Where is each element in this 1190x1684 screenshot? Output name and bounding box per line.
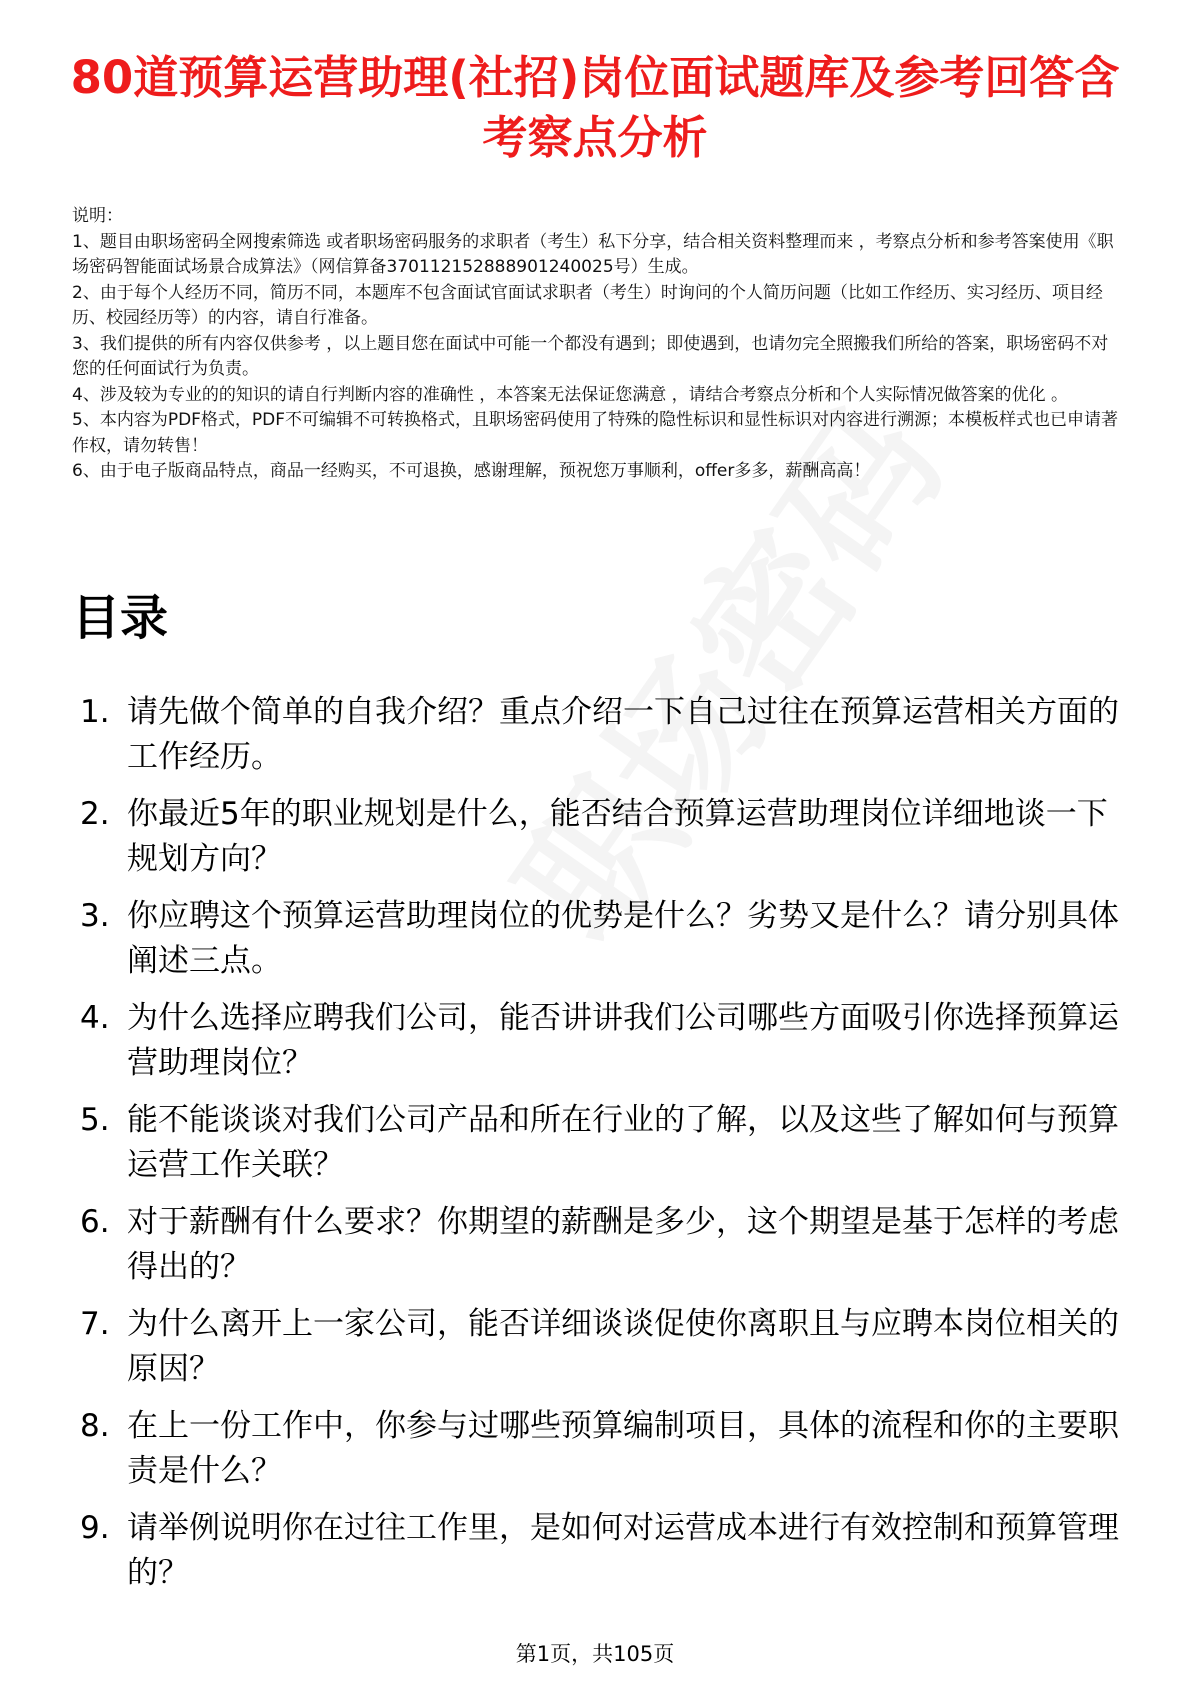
note-item: 2、由于每个人经历不同，简历不同，本题库不包含面试官面试求职者（考生）时询问的个人简历问题（比如工作经历、实习经历、项目经历、校园经历等）的内容，请自行准备。 bbox=[72, 282, 1103, 328]
toc-item-number: 5. bbox=[80, 1102, 110, 1138]
toc-item-number: 3. bbox=[80, 898, 110, 934]
note-item: 5、本内容为PDF格式，PDF不可编辑不可转换格式，且职场密码使用了特殊的隐性标识和显性标识对内容进行溯源；本模板样式也已申请著作权，请勿转售！ bbox=[72, 410, 1119, 456]
toc-item-text: 对于薪酬有什么要求？你期望的薪酬是多少，这个期望是基于怎样的考虑得出的？ bbox=[127, 1204, 1119, 1285]
toc-item-number: 4. bbox=[80, 1000, 110, 1036]
note-item: 3、我们提供的所有内容仅供参考 ，以上题目您在面试中可能一个都没有遇到；即使遇到，也请勿完全照搬我们所给的答案，职场密码不对您的任何面试行为负责。 bbox=[72, 333, 1109, 379]
toc-item[interactable] bbox=[72, 1404, 1132, 1494]
notes-section bbox=[72, 204, 1122, 485]
toc-item-text: 为什么选择应聘我们公司，能否讲讲我们公司哪些方面吸引你选择预算运营助理岗位？ bbox=[127, 1000, 1119, 1081]
toc-item[interactable] bbox=[72, 690, 1132, 780]
toc-item[interactable] bbox=[72, 1302, 1132, 1392]
toc-item-number: 2. bbox=[80, 796, 110, 832]
toc-item[interactable] bbox=[72, 792, 1132, 882]
note-item: 1、题目由职场密码全网搜索筛选 或者职场密码服务的求职者（考生）私下分享，结合相关资料整理而来 ，考察点分析和参考答案使用《职场密码智能面试场景合成算法》（网信算备370112152888901240025号）生成。 bbox=[72, 231, 1114, 277]
document-title: 80道预算运营助理(社招)岗位面试题库及参考回答含考察点分析 bbox=[70, 51, 1120, 164]
toc-item-text: 在上一份工作中，你参与过哪些预算编制项目，具体的流程和你的主要职责是什么？ bbox=[127, 1408, 1119, 1489]
toc-item[interactable] bbox=[72, 1098, 1132, 1188]
toc-item-number: 9. bbox=[80, 1510, 110, 1546]
toc-item[interactable] bbox=[72, 1200, 1132, 1290]
toc-item-number: 6. bbox=[80, 1204, 110, 1240]
toc-item-text: 请先做个简单的自我介绍？重点介绍一下自己过往在预算运营相关方面的工作经历。 bbox=[127, 694, 1119, 775]
notes-label: 说明： bbox=[72, 206, 123, 226]
toc-item[interactable] bbox=[72, 894, 1132, 984]
toc-item[interactable] bbox=[72, 1506, 1132, 1596]
toc-item-number: 1. bbox=[80, 694, 110, 730]
toc-item-text: 你最近5年的职业规划是什么，能否结合预算运营助理岗位详细地谈一下规划方向？ bbox=[127, 796, 1108, 877]
toc-item-text: 能不能谈谈对我们公司产品和所在行业的了解，以及这些了解如何与预算运营工作关联？ bbox=[127, 1102, 1119, 1183]
toc-item[interactable] bbox=[72, 996, 1132, 1086]
page-footer: 第1页，共105页 bbox=[515, 1642, 675, 1666]
toc-item-text: 你应聘这个预算运营助理岗位的优势是什么？劣势又是什么？请分别具体阐述三点。 bbox=[127, 898, 1119, 979]
toc-item-text: 请举例说明你在过往工作里，是如何对运营成本进行有效控制和预算管理的？ bbox=[127, 1510, 1119, 1591]
note-item: 6、由于电子版商品特点，商品一经购买，不可退换，感谢理解，预祝您万事顺利，offer多多，薪酬高高！ bbox=[72, 461, 871, 481]
toc-heading: 目录 bbox=[72, 590, 169, 646]
note-item: 4、涉及较为专业的的知识的请自行判断内容的准确性 ，本答案无法保证您满意 ，请结合考察点分析和个人实际情况做答案的优化 。 bbox=[72, 384, 1069, 405]
toc-item-number: 7. bbox=[80, 1306, 110, 1342]
toc-item-number: 8. bbox=[80, 1408, 110, 1444]
toc-item-text: 为什么离开上一家公司，能否详细谈谈促使你离职且与应聘本岗位相关的原因？ bbox=[127, 1306, 1119, 1387]
toc-list bbox=[72, 690, 1132, 1608]
